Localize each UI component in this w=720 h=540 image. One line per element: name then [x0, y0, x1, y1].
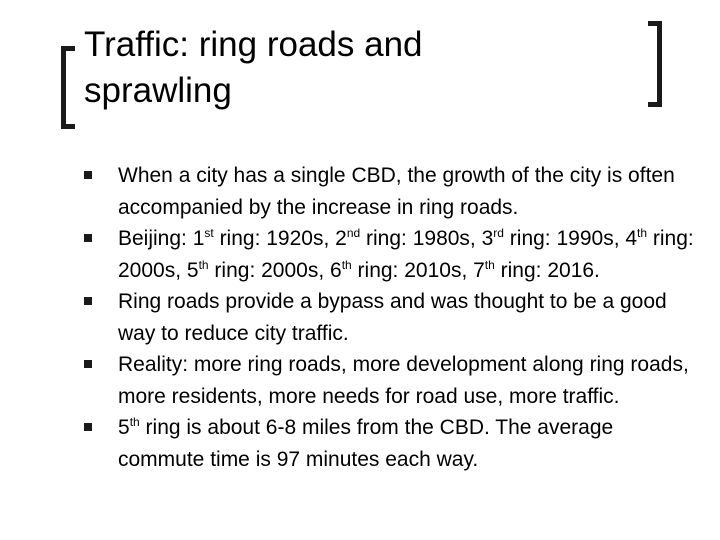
square-bullet-icon: [84, 423, 92, 431]
square-bullet-icon: [84, 234, 92, 242]
superscript: th: [637, 226, 648, 240]
bullet-item: [84, 160, 704, 223]
text-run: ring: 2016.: [494, 258, 600, 282]
square-bullet-icon: [84, 360, 92, 368]
bullet-text: [118, 416, 613, 471]
slide-title: [84, 22, 644, 114]
left-bracket-decoration: [61, 46, 75, 129]
text-run: ring: 1980s, 3: [360, 227, 494, 250]
text-run: ring: 2000s, 5: [118, 227, 694, 282]
slide-title-line-2: sprawling: [84, 71, 232, 110]
text-run: ring: 2000s, 6: [208, 258, 342, 282]
text-run: ring: 2010s, 7: [351, 258, 485, 282]
superscript: rd: [493, 226, 504, 240]
text-run: ring: 1920s, 2: [213, 227, 347, 250]
bullet-item: [84, 223, 704, 286]
square-bullet-icon: [84, 171, 92, 179]
superscript: th: [198, 257, 209, 272]
bullet-text: [118, 227, 694, 282]
text-run: Beijing: 1: [118, 227, 205, 250]
bullet-item: [84, 286, 704, 349]
superscript: st: [204, 226, 214, 240]
bullet-item: [84, 412, 704, 475]
bullet-list: [84, 160, 704, 475]
text-run: 5: [118, 416, 130, 439]
bullet-text: Reality: more ring roads, more development along ring roads, more residents, more needs for road use, more traffic.: [118, 353, 689, 408]
bullet-text: Ring roads provide a bypass and was thought to be a good way to reduce city traffic.: [118, 290, 667, 345]
superscript: nd: [346, 226, 361, 240]
bullet-item: [84, 349, 704, 412]
text-run: ring: 1990s, 4: [503, 227, 638, 250]
text-run: ring is about 6-8 miles from the CBD. The average commute time is 97 minutes each way.: [118, 416, 614, 471]
superscript: th: [341, 257, 352, 272]
right-bracket-decoration: [648, 21, 662, 107]
superscript: th: [484, 257, 495, 272]
bullet-text: When a city has a single CBD, the growth of the city is often accompanied by the increase in ring roads.: [118, 164, 675, 219]
slide-title-line-1: Traffic: ring roads and: [84, 25, 423, 64]
superscript: th: [129, 415, 140, 429]
square-bullet-icon: [84, 297, 92, 305]
